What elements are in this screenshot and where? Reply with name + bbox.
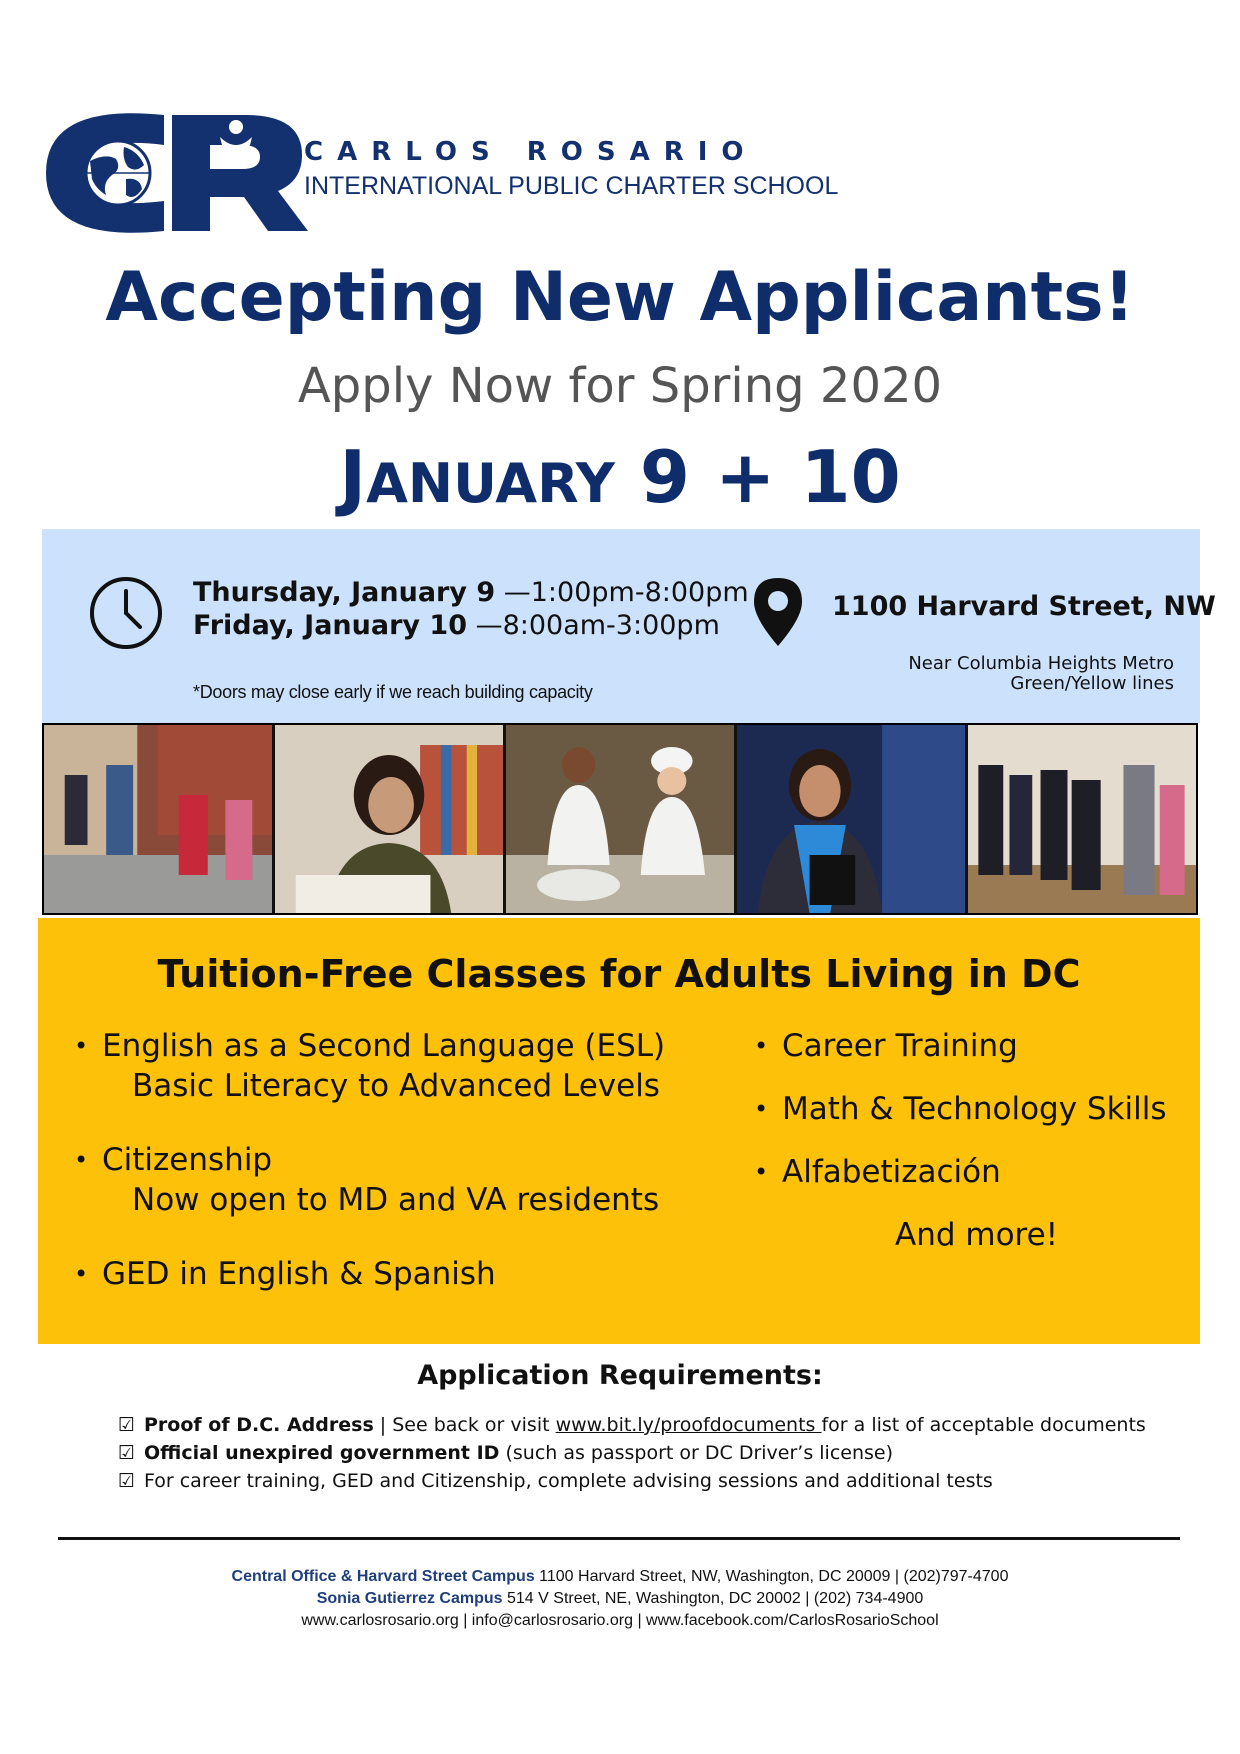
- class-label: Career Training: [782, 1028, 1018, 1064]
- requirement-after: for a list of acceptable documents: [821, 1414, 1146, 1436]
- proof-documents-link[interactable]: www.bit.ly/proofdocuments: [555, 1414, 822, 1436]
- logo-school-name: CARLOS ROSARIO: [304, 137, 758, 167]
- requirement-id: [118, 1442, 893, 1464]
- graduation-ceremony-photo: [968, 725, 1196, 913]
- checkbox-icon: ☑: [118, 1414, 136, 1436]
- month-initial: J: [339, 435, 367, 519]
- class-label: GED in English & Spanish: [102, 1256, 496, 1292]
- bullet-icon: •: [754, 1032, 769, 1060]
- culinary-students-photo: [506, 725, 734, 913]
- requirements-title: Application Requirements:: [417, 1360, 823, 1391]
- footer-sonia-gutierrez: [0, 1590, 1240, 1608]
- student-writing-photo: [275, 725, 503, 913]
- subheadline: Apply Now for Spring 2020: [297, 358, 943, 414]
- graduate-portrait-photo: [737, 725, 965, 913]
- requirement-address: [118, 1414, 1146, 1436]
- month-rest: ANUARY: [366, 452, 615, 515]
- class-label: Alfabetización: [782, 1154, 1001, 1190]
- footer-central-office: [0, 1568, 1240, 1586]
- clock-icon: [88, 575, 164, 651]
- metro-station: Near Columbia Heights Metro: [908, 653, 1174, 674]
- requirement-bold: Official unexpired government ID: [144, 1442, 500, 1464]
- requirement-advising: [118, 1470, 993, 1492]
- photo-strip: [42, 723, 1198, 915]
- classes-title: Tuition-Free Classes for Adults Living in DC: [157, 952, 1081, 996]
- schedule-friday: [193, 610, 720, 641]
- class-label: Math & Technology Skills: [782, 1091, 1167, 1127]
- campus-name: Central Office & Harvard Street Campus: [231, 1568, 535, 1585]
- footer-contact-links[interactable]: www.carlosrosario.org | info@carlosrosario.org | www.facebook.com/CarlosRosarioSchool: [301, 1612, 939, 1629]
- schedule-hours: —1:00pm-8:00pm: [503, 577, 749, 608]
- checkbox-icon: ☑: [118, 1470, 136, 1492]
- class-ged: [74, 1256, 496, 1292]
- headline: Accepting New Applicants!: [105, 258, 1135, 337]
- event-dates: [0, 435, 1240, 519]
- bullet-icon: •: [74, 1032, 89, 1060]
- class-citizenship: [74, 1142, 273, 1178]
- campus-name: Sonia Gutierrez Campus: [316, 1590, 503, 1607]
- bullet-icon: •: [754, 1095, 769, 1123]
- requirement-bold: Proof of D.C. Address: [144, 1414, 374, 1436]
- logo-school-type: INTERNATIONAL PUBLIC CHARTER SCHOOL: [304, 172, 839, 200]
- class-math-tech: [754, 1091, 1167, 1127]
- bullet-icon: •: [74, 1146, 89, 1174]
- schedule-thursday: [193, 577, 749, 608]
- capacity-note: *Doors may close early if we reach building capacity: [193, 682, 593, 702]
- event-address: 1100 Harvard Street, NW: [832, 591, 1216, 622]
- class-label: English as a Second Language (ESL): [102, 1028, 666, 1064]
- schedule-day: Friday, January 10: [193, 610, 467, 641]
- bullet-icon: •: [74, 1260, 89, 1288]
- location-pin-icon: [752, 576, 804, 648]
- bullet-icon: •: [754, 1158, 769, 1186]
- metro-info: [908, 654, 1174, 694]
- footer-divider: [58, 1537, 1180, 1540]
- class-alfabetizacion: [754, 1154, 1001, 1190]
- class-label: Citizenship: [102, 1142, 273, 1178]
- students-entering-photo: [44, 725, 272, 913]
- class-esl: [74, 1028, 666, 1064]
- event-days: 9 + 10: [639, 435, 901, 519]
- requirement-text: | See back or visit: [373, 1414, 556, 1436]
- and-more: And more!: [895, 1217, 1059, 1253]
- metro-lines: Green/Yellow lines: [1010, 673, 1174, 694]
- class-citizenship-detail: Now open to MD and VA residents: [132, 1182, 660, 1218]
- requirement-text: (such as passport or DC Driver’s license): [499, 1442, 894, 1464]
- campus-details: 514 V Street, NE, Washington, DC 20002 | (202) 734-4900: [502, 1590, 924, 1607]
- class-esl-detail: Basic Literacy to Advanced Levels: [132, 1068, 660, 1104]
- schedule-hours: —8:00am-3:00pm: [475, 610, 720, 641]
- campus-details: 1100 Harvard Street, NW, Washington, DC 20009 | (202)797-4700: [534, 1568, 1009, 1585]
- checkbox-icon: ☑: [118, 1442, 136, 1464]
- schedule-day: Thursday, January 9: [193, 577, 496, 608]
- class-career-training: [754, 1028, 1018, 1064]
- requirement-text: For career training, GED and Citizenship, complete advising sessions and additional tests: [144, 1470, 993, 1492]
